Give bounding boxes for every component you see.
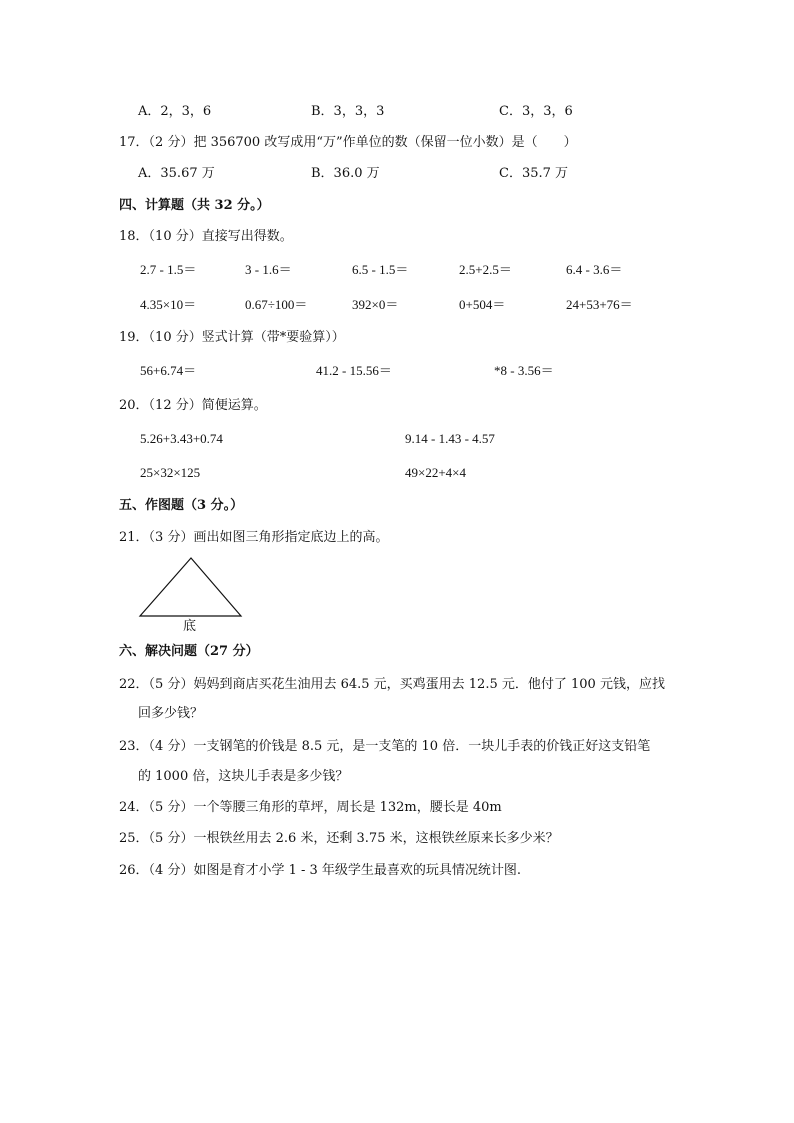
q16-option-c: C．3，3，6 bbox=[499, 104, 573, 119]
q20-stem: 20．（12 分）简便运算。 bbox=[119, 398, 267, 413]
q18-row1-item: 6.4 - 3.6＝ bbox=[566, 262, 623, 277]
q17-option-c: C．35.7 万 bbox=[499, 166, 569, 181]
q18-stem: 18．（10 分）直接写出得数。 bbox=[119, 229, 293, 244]
q17-stem: 17．（2 分）把 356700 改写成用“万”作单位的数（保留一位小数）是（ ） bbox=[119, 135, 577, 150]
q18-row1-item: 3 - 1.6＝ bbox=[245, 262, 292, 277]
q22-line2: 回多少钱？ bbox=[138, 706, 204, 721]
triangle-figure bbox=[135, 554, 245, 620]
q19-item: 56+6.74＝ bbox=[140, 363, 197, 378]
q17-option-b: B．36.0 万 bbox=[311, 166, 380, 181]
q18-row2-item: 0.67÷100＝ bbox=[245, 297, 308, 312]
q20-item: 49×22+4×4 bbox=[405, 465, 466, 480]
q23-line1: 23．（4 分）一支钢笔的价钱是 8.5 元，是一支笔的 10 倍．一块儿手表的价钱正好这支铅笔 bbox=[119, 739, 651, 754]
q17-option-a: A．35.67 万 bbox=[138, 166, 215, 181]
q19-item: 41.2 - 15.56＝ bbox=[316, 363, 392, 378]
q18-row1-item: 6.5 - 1.5＝ bbox=[352, 262, 409, 277]
section-4-title: 四、计算题（共 32 分。） bbox=[119, 198, 270, 213]
triangle-base-label: 底 bbox=[183, 619, 197, 634]
q20-item: 25×32×125 bbox=[140, 465, 201, 480]
q25-stem: 25．（5 分）一根铁丝用去 2.6 米，还剩 3.75 米，这根铁丝原来长多少米？ bbox=[119, 831, 559, 846]
q18-row2-item: 392×0＝ bbox=[352, 297, 399, 312]
q23-line2: 的 1000 倍，这块儿手表是多少钱？ bbox=[138, 769, 349, 784]
q18-row1-item: 2.5+2.5＝ bbox=[459, 262, 512, 277]
q18-row1-item: 2.7 - 1.5＝ bbox=[140, 262, 197, 277]
section-5-title: 五、作图题（3 分。） bbox=[119, 498, 244, 513]
q18-row2-item: 4.35×10＝ bbox=[140, 297, 197, 312]
q19-stem: 19．（10 分）竖式计算（带*要验算）） bbox=[119, 330, 345, 345]
q26-stem: 26．（4 分）如图是育才小学 1 - 3 年级学生最喜欢的玩具情况统计图. bbox=[119, 863, 522, 878]
triangle-shape bbox=[140, 558, 241, 616]
q16-option-a: A．2，3，6 bbox=[138, 104, 212, 119]
q24-stem: 24．（5 分）一个等腰三角形的草坪，周长是 132m，腰长是 40m bbox=[119, 800, 502, 815]
q22-line1: 22．（5 分）妈妈到商店买花生油用去 64.5 元，买鸡蛋用去 12.5 元．他付了 100 元钱，应找 bbox=[119, 677, 665, 692]
q18-row2-item: 24+53+76＝ bbox=[566, 297, 633, 312]
q19-item: *8 - 3.56＝ bbox=[494, 363, 554, 378]
q16-option-b: B．3，3，3 bbox=[311, 104, 385, 119]
q20-item: 9.14 - 1.43 - 4.57 bbox=[405, 431, 495, 446]
q20-item: 5.26+3.43+0.74 bbox=[140, 431, 223, 446]
q21-stem: 21．（3 分）画出如图三角形指定底边上的高。 bbox=[119, 530, 389, 545]
section-6-title: 六、解决问题（27 分） bbox=[119, 644, 259, 659]
q18-row2-item: 0+504＝ bbox=[459, 297, 506, 312]
